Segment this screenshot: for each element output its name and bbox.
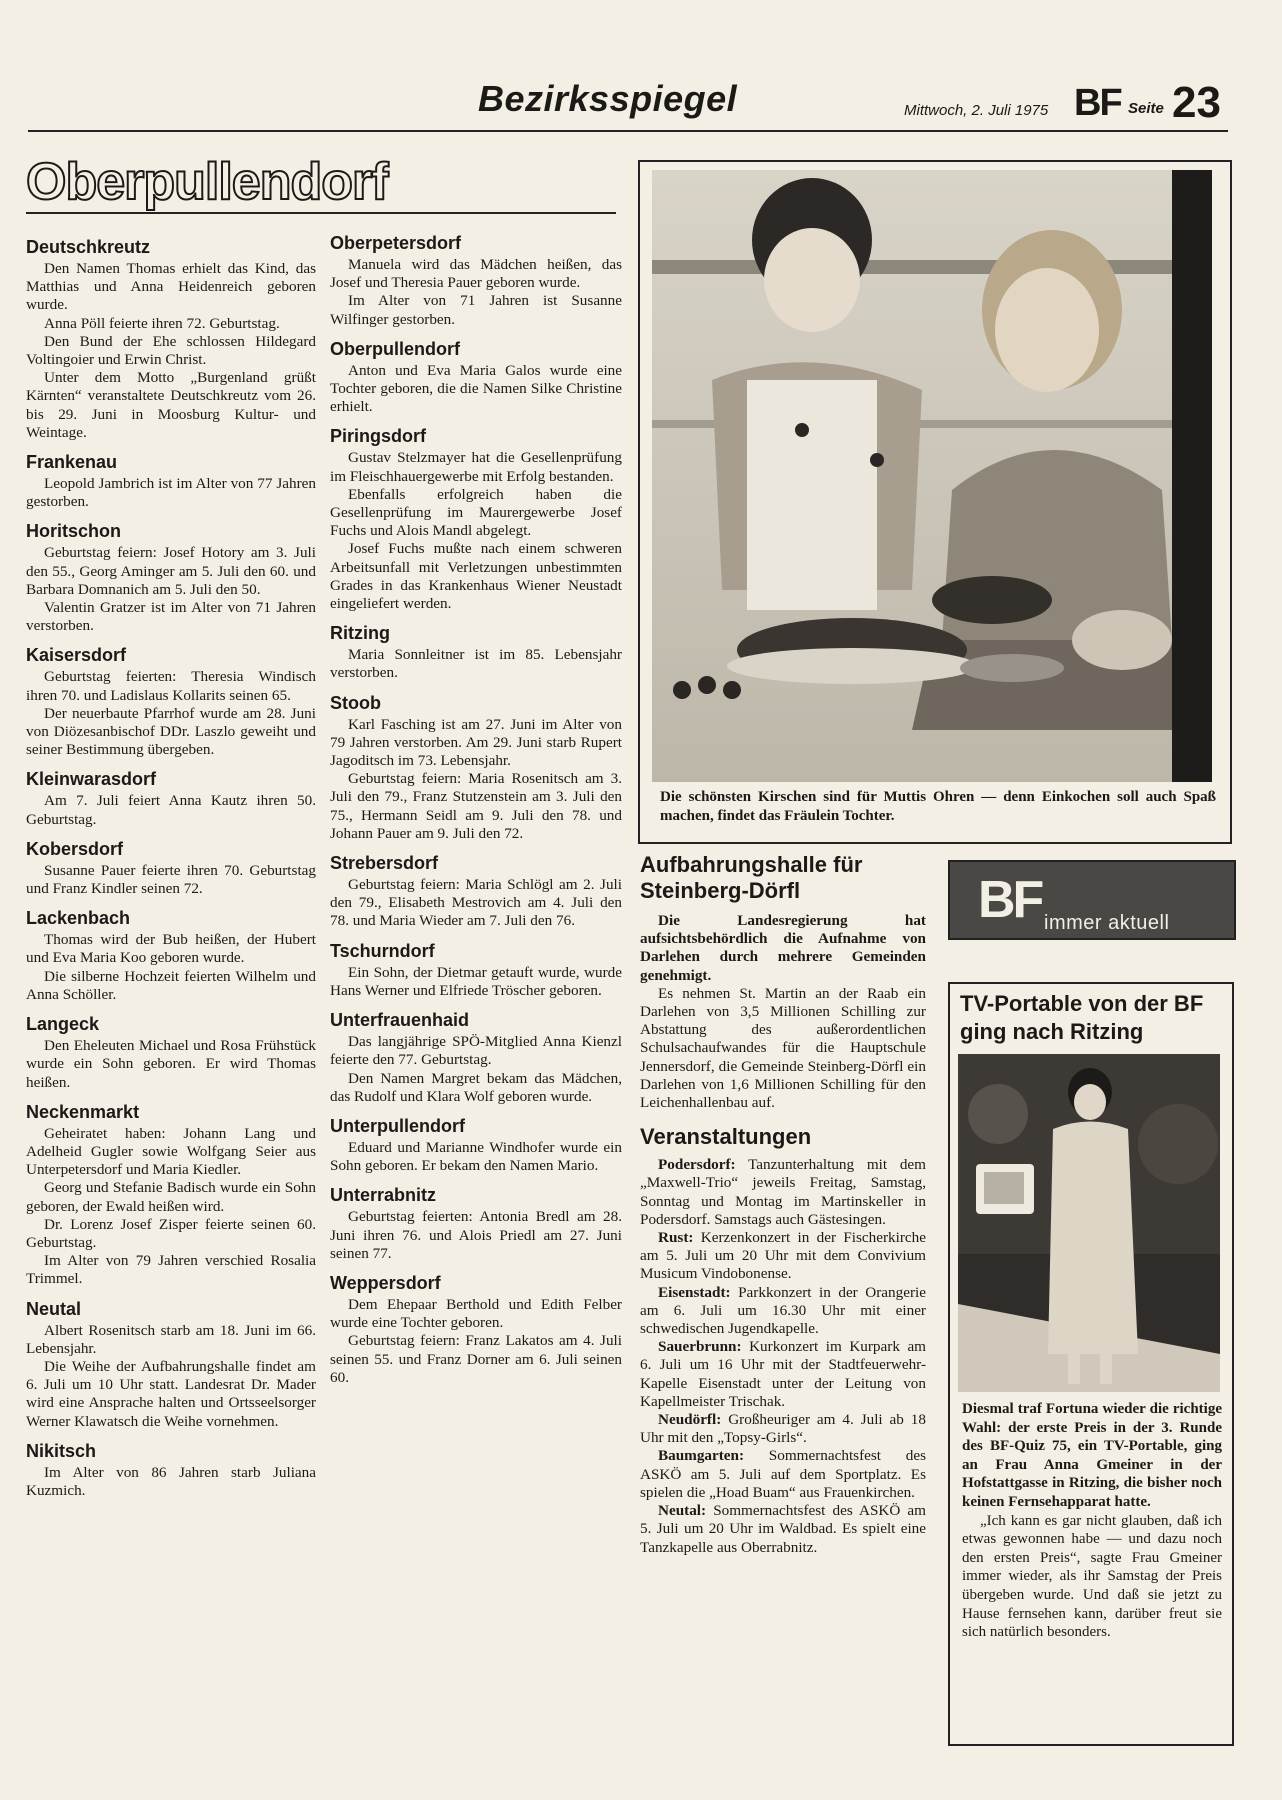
town-heading: Horitschon [26,521,122,542]
town-heading: Unterpullendorf [330,1115,465,1136]
town-heading: Nikitsch [26,1440,97,1461]
tv-lead: Diesmal traf Fortuna wieder die richtige Wahl: der erste Preis in der 3. Runde des BF-Quiz 75, ein TV-Portable, ging an Frau Anna Gmeiner in der Hofstattgasse in Ritzing, die bisher noch keinen Fernsehapparat hatte. [962,1401,1222,1510]
event-place: Neutal: [658,1502,707,1520]
town-heading: Ritzing [330,623,390,644]
news-paragraph: Dr. Lorenz Josef Zisper feierte seinen 60. Geburtstag. [26,1215,316,1251]
event-item [640,1502,926,1557]
news-paragraph: Gustav Stelzmayer hat die Gesellenprüfung im Fleischhauergewerbe mit Erfolg bestanden. [330,449,622,485]
event-item [640,1447,926,1502]
news-column-1 [26,236,316,1509]
news-entry [26,644,316,759]
winner-photo [958,1054,1220,1392]
events-heading: Veranstaltungen [640,1124,812,1150]
news-entry [26,520,316,635]
news-column-2 [330,232,622,1396]
event-text: Tanzunterhaltung mit dem „Maxwell-Trio“ jeweils Freitag, Samstag, Sonntag und Montag im Martinskeller in Podersdorf. Samstags auch Gästesingen. [640,1156,926,1228]
town-heading: Unterrabnitz [330,1185,437,1206]
news-paragraph: Manuela wird das Mädchen heißen, das Josef und Theresia Pauer geboren wurde. [330,256,622,292]
photo-caption: Die schönsten Kirschen sind für Muttis Ohren — denn Einkochen soll auch Spaß machen, findet das Fräulein Tochter. [660,789,1216,824]
section-rule [26,212,616,214]
news-entry [330,232,622,329]
news-paragraph: Die silberne Hochzeit feierten Wilhelm und Anna Schöller. [26,967,316,1003]
town-heading: Tschurndorf [330,940,435,961]
town-heading: Piringsdorf [330,426,427,447]
tv-heading: TV-Portable von der BF ging nach Ritzing [960,991,1204,1044]
town-heading: Kleinwarasdorf [26,769,157,790]
news-paragraph: Die Weihe der Aufbahrungshalle findet am 6. Juli um 10 Uhr statt. Landesrat Dr. Mader wird eine Ansprache halten und Ortsseelsorger Werner Klawatsch die Weihe vornehmen. [26,1357,316,1430]
masthead-title: Bezirksspiegel [478,78,738,119]
news-paragraph: Im Alter von 79 Jahren verschied Rosalia Trimmel. [26,1252,316,1288]
news-paragraph: Geheiratet haben: Johann Lang und Adelheid Gugler sowie Wolfgang Seier aus Unterpetersdorf und Maria Kiedler. [26,1124,316,1179]
town-heading: Oberpullendorf [330,338,460,359]
news-paragraph: Im Alter von 71 Jahren ist Susanne Wilfinger gestorben. [330,292,622,328]
news-paragraph: Geburtstag feierten: Antonia Bredl am 28. Juni ihren 76. und Alois Priedl am 27. Juni seinen 77. [330,1208,622,1262]
page-label: Seite [1128,100,1164,117]
news-entry [330,1184,622,1263]
news-paragraph: Thomas wird der Bub heißen, der Hubert und Eva Maria Koo geboren wurde. [26,931,316,967]
event-place: Rust: [658,1229,694,1247]
town-heading: Neutal [26,1298,82,1319]
news-paragraph: Anna Pöll feierte ihren 72. Geburtstag. [44,314,280,332]
news-paragraph: Albert Rosenitsch starb am 18. Juni im 66. Lebensjahr. [26,1321,316,1357]
article-heading: Aufbahrungshalle für Steinberg-Dörfl [640,852,863,903]
news-entry [26,1440,316,1500]
news-paragraph: Geburtstag feiern: Maria Schlögl am 2. Juli den 79., Elisabeth Mestrovich am 4. Juli den 78. und Maria Wieder am 7. Juli den 76. [330,876,622,930]
news-entry [330,338,622,417]
news-paragraph: Dem Ehepaar Berthold und Edith Felber wurde eine Tochter geboren. [330,1295,622,1332]
news-paragraph: Ebenfalls erfolgreich haben die Gesellenprüfung im Maurergewerbe Josef Fuchs und Alois Mandl abgelegt. [330,485,622,540]
town-heading: Oberpetersdorf [330,233,462,253]
news-entry [330,692,622,843]
news-paragraph: Valentin Gratzer ist im Alter von 71 Jahren verstorben. [26,599,316,635]
news-paragraph: Im Alter von 86 Jahren starb Juliana Kuzmich. [26,1463,316,1499]
news-paragraph: Georg und Stefanie Badisch wurde ein Sohn geboren, der Ewald heißen wird. [26,1179,316,1215]
page-number: 23 [1172,78,1221,127]
town-heading: Lackenbach [26,908,131,929]
event-place: Sauerbrunn: [658,1338,742,1356]
news-paragraph: Am 7. Juli feiert Anna Kautz ihren 50. Geburtstag. [26,792,316,828]
town-heading: Stoob [330,692,381,713]
news-entry [330,425,622,613]
news-paragraph: Leopold Jambrich ist im Alter von 77 Jahren gestorben. [26,475,316,511]
promo-logo: BF [978,871,1042,929]
event-item [640,1229,926,1284]
news-entry [330,1115,622,1175]
news-entry [330,1272,622,1387]
news-paragraph: Josef Fuchs mußte nach einem schweren Arbeitsunfall mit Verletzungen unbestimmten Grades in das Krankenhaus Wiener Neustadt eingeliefert werden. [330,540,622,613]
news-paragraph: Geburtstag feierten: Theresia Windisch ihren 70. und Ladislaus Kollarits seinen 65. [26,668,316,704]
town-heading: Strebersdorf [330,853,439,874]
town-heading: Kobersdorf [26,838,124,859]
news-entry [26,907,316,1004]
news-paragraph: Geburtstag feiern: Franz Lakatos am 4. Juli seinen 55. und Franz Dorner am 6. Juli seinen 60. [330,1332,622,1386]
section-title: Oberpullendorf [26,153,388,211]
news-paragraph: Susanne Pauer feierte ihren 70. Geburtstag und Franz Kindler seinen 72. [26,861,316,898]
tv-quote: „Ich kann es gar nicht glauben, daß ich etwas gewonnen habe — und dazu noch den ersten Preis“, sagte Frau Gmeiner immer wieder, als ihr Samstag der Preis übergeben wurde. Und daß sie jetzt zu Hause fernsehen kann, darüber freut sie sich natürlich besonders. [962,1512,1222,1641]
masthead-date: Mittwoch, 2. Juli 1975 [904,102,1049,119]
event-place: Baumgarten: [658,1447,745,1465]
event-item [640,1284,926,1339]
news-paragraph: Anton und Eva Maria Galos wurde eine Tochter geboren, die die Namen Silke Christine erhielt. [330,361,622,416]
news-paragraph: Der neuerbaute Pfarrhof wurde am 28. Juni von Diözesanbischof DDr. Laszlo geweiht und seiner Bestimmung übergeben. [26,704,316,759]
town-heading: Deutschkreutz [26,237,151,257]
news-entry [330,940,622,1000]
news-entry [26,1013,316,1092]
town-heading: Frankenau [26,452,118,473]
news-entry [330,852,622,931]
news-paragraph: Geburtstag feiern: Josef Hotory am 3. Juli den 55., Georg Aminger am 5. Juli den 60. und Barbara Domnanich am 5. Juli den 50. [26,544,316,598]
event-place: Neudörfl: [658,1411,722,1429]
events-list [640,1124,926,1556]
news-paragraph: Geburtstag feiern: Maria Rosenitsch am 3. Juli den 79., Franz Stutzenstein am 3. Juli den 75., Hermann Seidl am 9. Juli den 78. und Johann Pauer am 9. Juli den 72. [330,770,622,842]
town-heading: Unterfrauenhaid [330,1010,470,1031]
town-heading: Langeck [26,1014,100,1035]
promo-text: immer aktuell [1044,912,1170,934]
news-entry [330,1009,622,1106]
news-entry [26,768,316,828]
town-heading: Weppersdorf [330,1272,441,1293]
event-text: Sommernachtsfest des ASKÖ am 5. Juli auf dem Sportplatz. Es spielen die „Hoad Buam“ aus Frauenkirchen. [640,1447,926,1501]
event-text: Parkkonzert in der Orangerie am 6. Juli um 16.30 Uhr mit einer schwedischen Jugendkapelle. [640,1283,926,1338]
news-paragraph: Das langjährige SPÖ-Mitglied Anna Kienzl feierte den 77. Geburtstag. [330,1033,622,1069]
news-entry [26,451,316,511]
event-place: Podersdorf: [658,1156,736,1174]
article-lead: Die Landesregierung hat aufsichtsbehördlich die Aufnahme von Darlehen durch mehrere Gemeinden genehmigt. [640,912,926,984]
header-rule [28,130,1228,132]
news-paragraph: Ein Sohn, der Dietmar getauft wurde, wurde Hans Werner und Elfriede Tröscher geboren. [330,963,622,999]
event-text: Sommernachtsfest des ASKÖ am 5. Juli um 20 Uhr im Waldbad. Es spielt eine Tanzkapelle aus Oberrabnitz. [640,1502,926,1556]
bf-logo: BF [1074,82,1121,124]
event-text: Kerzenkonzert in der Fischerkirche am 5. Juli um 20 Uhr mit dem Convivium Musicum Vindobonense. [640,1229,926,1283]
town-heading: Neckenmarkt [26,1101,140,1122]
event-text: Großheuriger am 4. Juli ab 18 Uhr mit den „Topsy-Girls“. [640,1411,926,1447]
article-body: Es nehmen St. Martin an der Raab ein Darlehen von 3,5 Millionen Schilling zur Abstattung des außerordentlichen Schulsachaufwandes für die Hauptschule Jennersdorf, die Gemeinde Steinberg-Dörfl ein Darlehen von 1,6 Millionen Schilling für den Leichenhallenbau auf. [640,984,926,1112]
event-place: Eisenstadt: [658,1283,731,1301]
event-item [640,1411,926,1447]
news-paragraph: Maria Sonnleitner ist im 85. Lebensjahr verstorben. [330,646,622,682]
town-heading: Kaisersdorf [26,645,127,666]
news-entry [26,838,316,898]
event-item [640,1338,926,1411]
news-paragraph: Eduard und Marianne Windhofer wurde ein Sohn geboren. Er bekam den Namen Mario. [330,1138,622,1175]
news-entry [26,236,316,442]
event-item [640,1156,926,1229]
news-paragraph: Den Eheleuten Michael und Rosa Frühstück wurde ein Sohn geboren. Er wird Thomas heißen. [26,1037,316,1091]
article-aufbahrungshalle [640,852,926,1557]
tv-article [962,1400,1222,1642]
news-paragraph: Unter dem Motto „Burgenland grüßt Kärnten“ veranstaltete Deutschkreutz vom 26. bis 29. Juni in Moosburg Kultur- und Weintage. [26,369,316,441]
news-entry [26,1298,316,1431]
cherries-photo [652,170,1212,782]
event-text: Kurkonzert im Kurpark am 6. Juli um 16 Uhr mit der Stadtfeuerwehr-Kapelle Eisenstadt unter der Leitung von Kapellmeister Trischak. [640,1338,926,1410]
news-paragraph: Den Namen Margret bekam das Mädchen, das Rudolf und Klara Wolf geboren wurde. [330,1069,622,1105]
news-entry [330,622,622,682]
news-paragraph: Karl Fasching ist am 27. Juni im Alter von 79 Jahren verstorben. Am 29. Juni starb Rupert Jagoditsch im 73. Lebensjahr. [330,715,622,770]
news-entry [26,1101,316,1289]
news-paragraph: Den Bund der Ehe schlossen Hildegard Voltingoier und Erwin Christ. [26,332,316,369]
news-paragraph: Den Namen Thomas erhielt das Kind, das Matthias und Anna Heidenreich geboren wurde. [26,260,316,314]
